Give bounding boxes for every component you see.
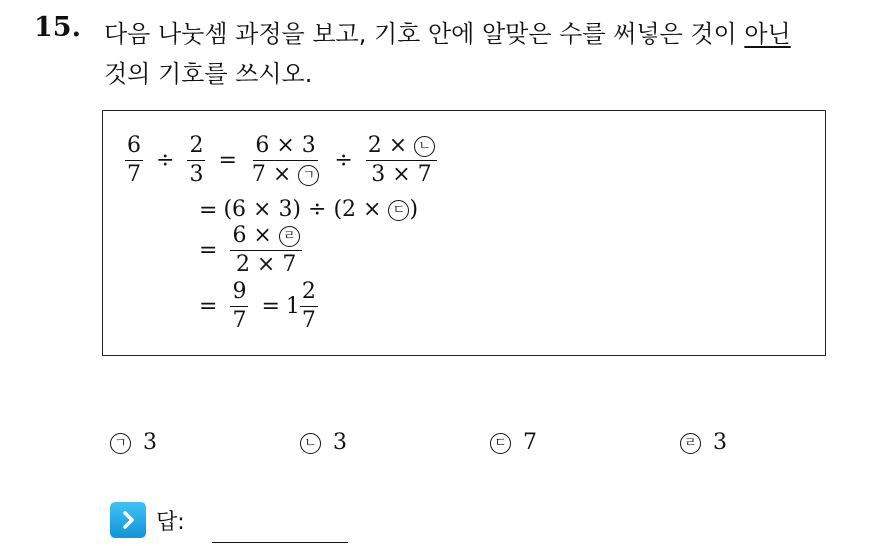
choice-2[interactable]: ㄴ 3 xyxy=(300,430,347,455)
answer-row xyxy=(110,502,185,538)
choice-4[interactable]: ㄹ 3 xyxy=(680,430,727,455)
fraction-step-3: $\frac{\text{6 × ㄹ}}{2 \times 7}$ xyxy=(230,223,301,278)
fraction-6-7: $\frac{6}{7}$ xyxy=(127,133,141,187)
symbol-giyeok: ㄱ xyxy=(298,165,319,186)
circle-symbol: ㄷ xyxy=(490,433,511,454)
circle-symbol: ㄹ xyxy=(680,433,701,454)
symbol-nieun: ㄴ xyxy=(414,136,435,157)
calc-row-3: = $\frac{\text{6 × ㄹ}}{2 \times 7}$ xyxy=(199,223,302,278)
fraction-2-3: $\frac{2}{3}$ xyxy=(189,133,204,187)
calc-row-4: = $\frac{9}{7}$ = 1 $\frac{2}{7}$ xyxy=(199,279,316,333)
question-line-2: 것의 기호를 쓰시오. xyxy=(104,60,313,88)
fraction-2-7: $\frac{2}{7}$ xyxy=(301,279,316,333)
symbol-digeut: ㄷ xyxy=(388,200,409,221)
calc-row-1: $\frac{6}{7}$ ÷ $\frac{2}{3}$ = $\frac{6 \times 3}{\text{7 × ㄱ}}$ ÷ $\frac{\text{2 × ㄴ}}{3 \times 7}$ xyxy=(125,133,437,188)
circle-symbol: ㄴ xyxy=(300,433,321,454)
answer-blank[interactable] xyxy=(212,542,348,543)
choice-1[interactable]: ㄱ 3 xyxy=(110,430,157,455)
symbol-rieul: ㄹ xyxy=(279,226,300,247)
question-line-1: 다음 나눗셈 과정을 보고, 기호 안에 알맞은 수를 써넣은 것이 아닌 xyxy=(104,20,791,48)
answer-label: 답: xyxy=(156,509,185,535)
question-number: 15. xyxy=(34,12,81,43)
chevron-right-icon xyxy=(110,502,146,538)
fraction-9-7: $\frac{9}{7}$ xyxy=(232,279,247,333)
underlined-word: 아닌 xyxy=(744,20,791,48)
circle-symbol: ㄱ xyxy=(110,433,131,454)
fraction-step-1: $\frac{6 \times 3}{\text{7 × ㄱ}}$ xyxy=(250,133,321,188)
question-text xyxy=(104,14,791,94)
choice-3[interactable]: ㄷ 7 xyxy=(490,430,537,455)
calculation-box xyxy=(102,110,826,356)
fraction-step-2: $\frac{\text{2 × ㄴ}}{3 \times 7}$ xyxy=(366,133,437,188)
calc-row-2: = (6 × 3) ÷ (2 × ㄷ ) xyxy=(199,197,419,223)
